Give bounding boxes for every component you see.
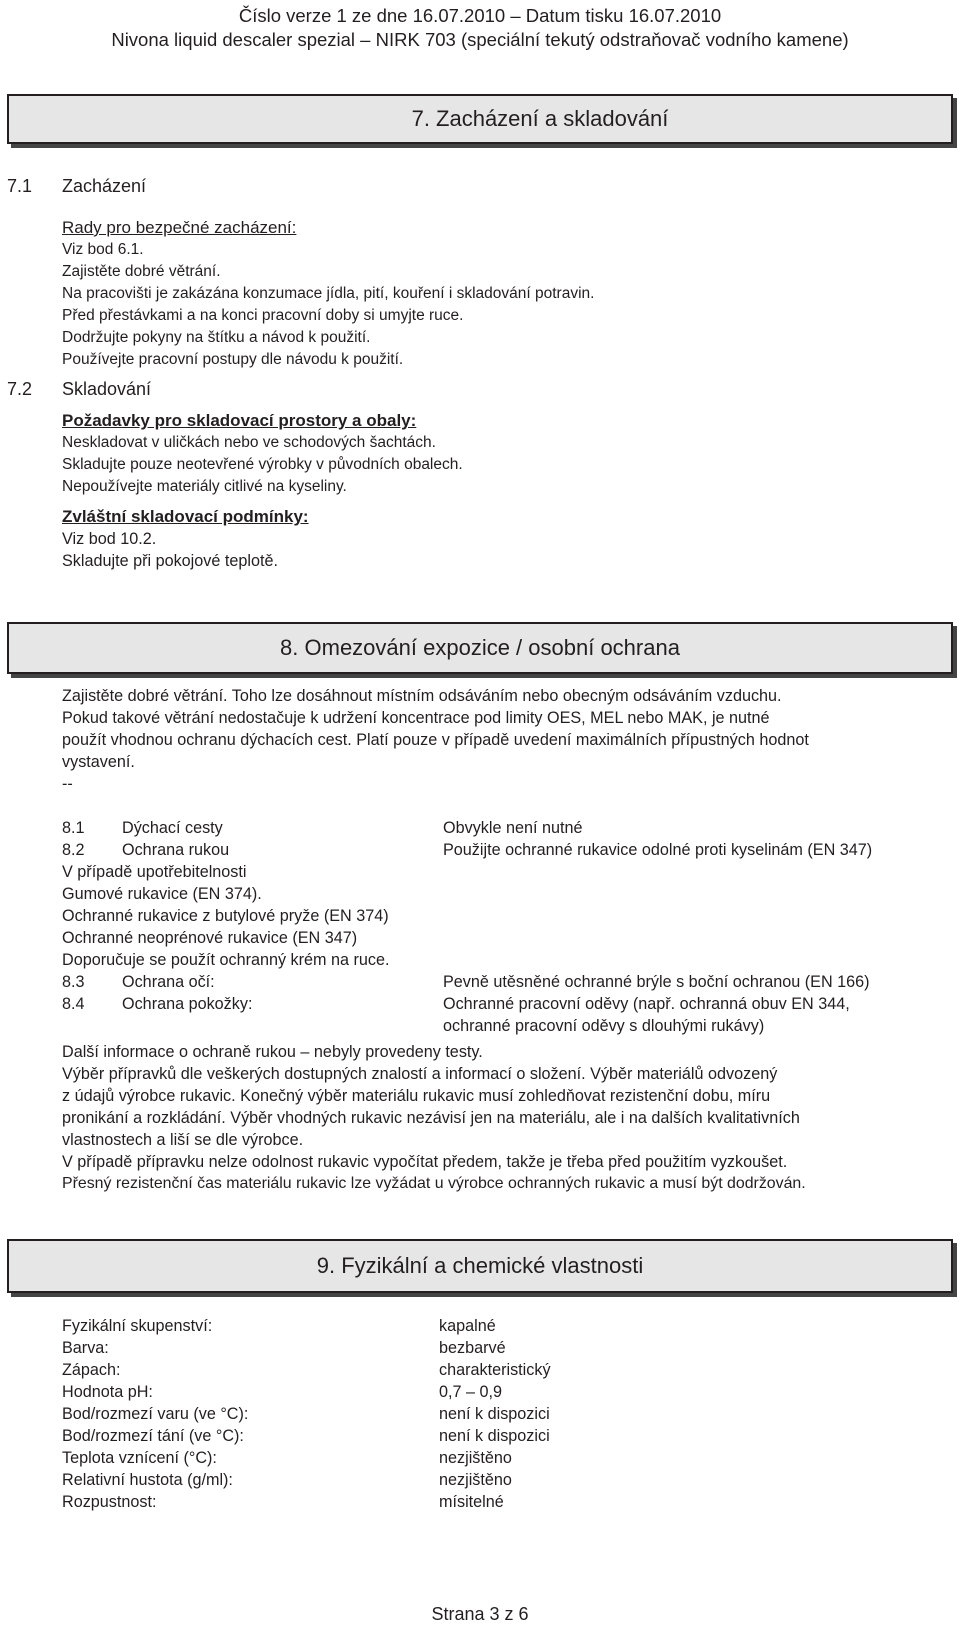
section-8-intro-line: použít vhodnou ochranu dýchacích cest. Platí pouze v případě uvedení maximálních přípustných hodnot — [62, 731, 809, 749]
item-8-3-number: 8.3 — [62, 973, 85, 991]
item-8-3-label: Ochrana očí: — [122, 973, 215, 991]
item-8-4-value-line2: ochranné pracovní oděvy s dlouhými rukávy) — [443, 1017, 765, 1035]
further-info-line: pronikání a rozkládání. Výběr vhodných rukavic nezávisí jen na materiálu, ale i na dalších kvalitativních — [62, 1109, 800, 1127]
hand-protection-line: Ochranné rukavice z butylové pryže (EN 374) — [62, 907, 389, 925]
item-8-1-label: Dýchací cesty — [122, 819, 223, 837]
item-8-4-number: 8.4 — [62, 995, 85, 1013]
item-8-4-label: Ochrana pokožky: — [122, 995, 253, 1013]
section-7-2-title: Skladování — [62, 379, 152, 399]
property-value: mísitelné — [439, 1493, 504, 1511]
section-8-intro-line: Pokud takové větrání nedostačuje k udržení koncentrace pod limity OES, MEL nebo MAK, je nutné — [62, 709, 770, 727]
safe-handling-line: Na pracovišti je zakázána konzumace jídla, pití, kouření i skladování potravin. — [62, 285, 595, 302]
safe-handling-heading: Rady pro bezpečné zacházení: — [62, 218, 297, 237]
hand-protection-line: Gumové rukavice (EN 374). — [62, 885, 262, 903]
further-info-line: V případě přípravku nelze odolnost rukavic vypočítat předem, takže je třeba před použitím vyzkoušet. — [62, 1153, 788, 1171]
item-8-2-number: 8.2 — [62, 841, 85, 859]
property-value: kapalné — [439, 1317, 496, 1335]
property-value: charakteristický — [439, 1361, 551, 1379]
safe-handling-line: Používejte pracovní postupy dle návodu k použití. — [62, 351, 404, 368]
special-storage-line: Skladujte při pokojové teplotě. — [62, 552, 278, 570]
storage-requirement-line: Skladujte pouze neotevřené výrobky v původních obalech. — [62, 456, 463, 473]
item-8-1-value: Obvykle není nutné — [443, 819, 583, 837]
further-info-line: Přesný rezistenční čas materiálu rukavic lze vyžádat u výrobce ochranných rukavic a musí být dodržován. — [62, 1175, 806, 1192]
property-value: není k dispozici — [439, 1427, 550, 1445]
further-info-line: z údajů výrobce rukavic. Konečný výběr materiálu rukavic musí zohledňovat rezistenční dobu, míru — [62, 1087, 771, 1105]
hand-protection-line: Ochranné neoprénové rukavice (EN 347) — [62, 929, 358, 947]
section-8-title-box — [7, 622, 953, 674]
property-value: nezjištěno — [439, 1449, 512, 1467]
item-8-4-value-line1: Ochranné pracovní oděvy (např. ochranná obuv EN 344, — [443, 995, 850, 1013]
safe-handling-line: Zajistěte dobré větrání. — [62, 263, 221, 280]
property-label: Bod/rozmezí varu (ve °C): — [62, 1405, 249, 1423]
section-9-title: 9. Fyzikální a chemické vlastnosti — [316, 1253, 644, 1278]
page-number: Strana 3 z 6 — [431, 1604, 529, 1624]
storage-requirement-line: Nepoužívejte materiály citlivé na kyseliny. — [62, 478, 347, 495]
section-8-intro-line: Zajistěte dobré větrání. Toho lze dosáhnout místním odsáváním nebo obecným odsáváním vzduchu. — [62, 687, 782, 705]
further-info-line: Výběr přípravků dle veškerých dostupných znalostí a informací o složení. Výběr materiálů odvozený — [62, 1065, 778, 1083]
further-info-line: Další informace o ochraně rukou – nebyly provedeny testy. — [62, 1043, 483, 1061]
storage-requirement-line: Neskladovat v uličkách nebo ve schodových šachtách. — [62, 434, 436, 451]
item-8-3-value: Pevně utěsněné ochranné brýle s boční ochranou (EN 166) — [443, 973, 870, 991]
safe-handling-line: Před přestávkami a na konci pracovní doby si umyjte ruce. — [62, 307, 464, 324]
section-7-1-number: 7.1 — [7, 176, 33, 196]
section-7-2-number: 7.2 — [7, 379, 33, 399]
section-7-title-box — [7, 94, 953, 144]
special-storage-line: Viz bod 10.2. — [62, 530, 157, 548]
property-label: Zápach: — [62, 1361, 121, 1379]
header-version-line: Číslo verze 1 ze dne 16.07.2010 – Datum tisku 16.07.2010 — [238, 5, 722, 26]
header-product-line: Nivona liquid descaler spezial – NIRK 703 (speciální tekutý odstraňovač vodního kamene) — [111, 29, 849, 50]
property-label: Barva: — [62, 1339, 109, 1357]
section-8-intro-line: -- — [62, 775, 73, 793]
property-value: není k dispozici — [439, 1405, 550, 1423]
hand-protection-line: Doporučuje se použít ochranný krém na ruce. — [62, 951, 390, 969]
section-7-title: 7. Zacházení a skladování — [411, 106, 669, 131]
special-storage-heading: Zvláštní skladovací podmínky: — [62, 507, 309, 526]
property-label: Fyzikální skupenství: — [62, 1317, 213, 1335]
property-label: Hodnota pH: — [62, 1383, 153, 1401]
section-8-title: 8. Omezování expozice / osobní ochrana — [280, 635, 680, 660]
property-label: Relativní hustota (g/ml): — [62, 1471, 233, 1489]
item-8-2-value: Použijte ochranné rukavice odolné proti kyselinám (EN 347) — [443, 841, 873, 859]
section-8-intro-line: vystavení. — [62, 753, 135, 771]
storage-requirements-heading: Požadavky pro skladovací prostory a obaly: — [62, 411, 417, 430]
item-8-1-number: 8.1 — [62, 819, 85, 837]
property-label: Bod/rozmezí tání (ve °C): — [62, 1427, 244, 1445]
hand-protection-line: V případě upotřebitelnosti — [62, 863, 247, 881]
section-9-title-box — [7, 1239, 953, 1293]
property-value: bezbarvé — [439, 1339, 506, 1357]
property-value: 0,7 – 0,9 — [439, 1383, 503, 1401]
property-label: Teplota vznícení (°C): — [62, 1449, 217, 1467]
safe-handling-line: Viz bod 6.1. — [62, 241, 144, 258]
property-value: nezjištěno — [439, 1471, 512, 1489]
property-label: Rozpustnost: — [62, 1493, 157, 1511]
section-7-1-title: Zacházení — [62, 176, 147, 196]
further-info-line: vlastnostech a liší se dle výrobce. — [62, 1131, 304, 1149]
safe-handling-line: Dodržujte pokyny na štítku a návod k použití. — [62, 329, 371, 346]
item-8-2-label: Ochrana rukou — [122, 841, 230, 859]
